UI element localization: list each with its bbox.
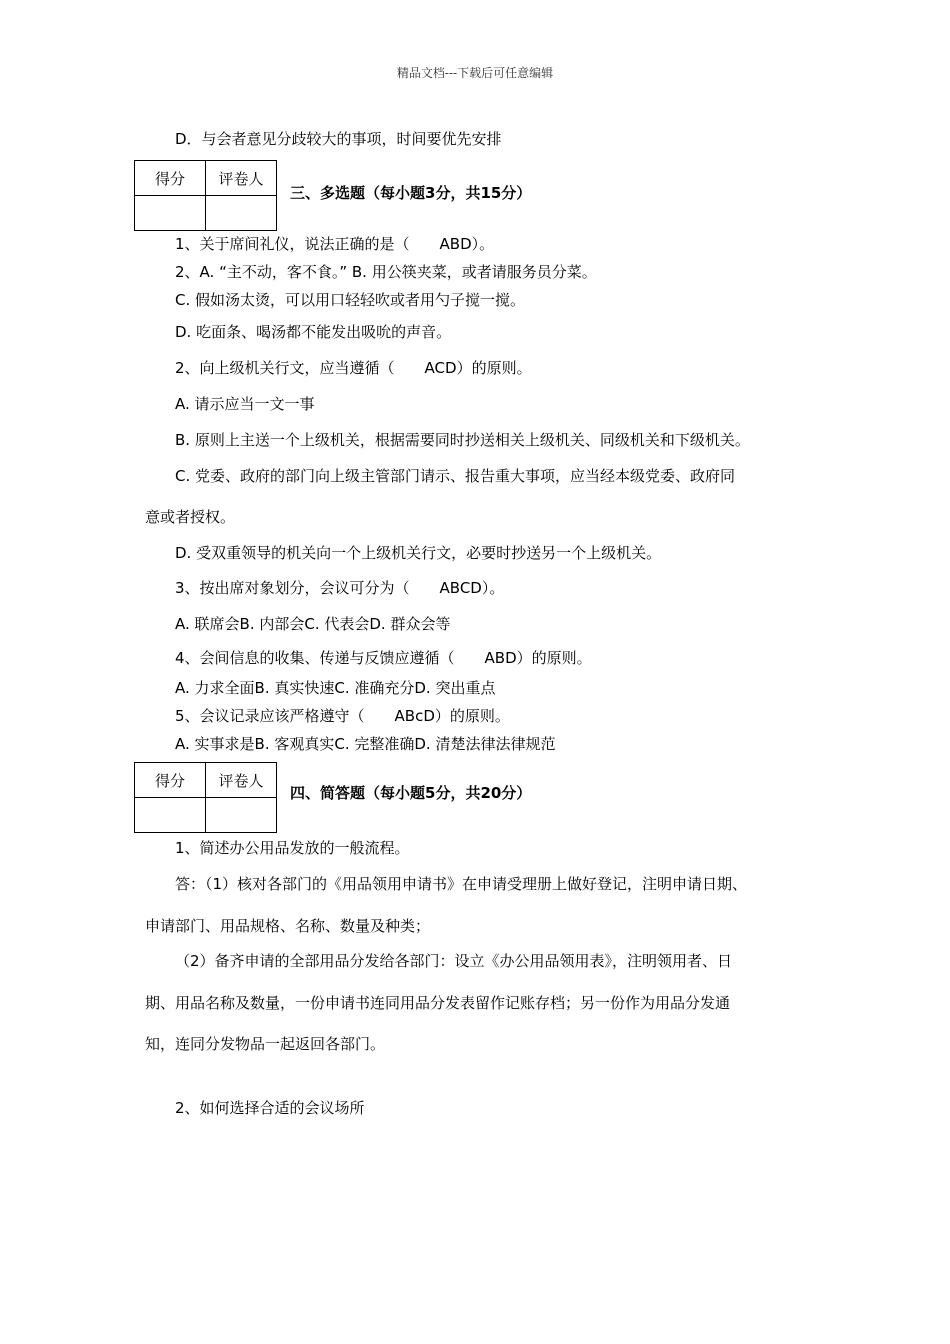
grader-label: 评卷人 bbox=[206, 763, 277, 798]
section3-title: 三、多选题（每小题3分，共15分） bbox=[290, 184, 532, 202]
q4-options: A. 力求全面B. 真实快速C. 准确充分D. 突出重点 bbox=[175, 679, 496, 697]
q2-option-c: C. 党委、政府的部门向上级主管部门请示、报告重大事项，应当经本级党委、政府同 bbox=[175, 467, 736, 485]
grader-cell bbox=[206, 798, 277, 833]
q2-option-b: B. 原则上主送一个上级机关，根据需要同时抄送相关上级机关、同级机关和下级机关。 bbox=[175, 431, 750, 449]
q2-stem: 2、向上级机关行文，应当遵循（ ACD）的原则。 bbox=[175, 359, 532, 377]
sa1-answer-p1: 答：（1）核对各部门的《用品领用申请书》在申请受理册上做好登记，注明申请日期、 bbox=[175, 875, 748, 893]
sa1-answer-p2-cont2: 知，连同分发物品一起返回各部门。 bbox=[145, 1035, 386, 1053]
page-header-watermark: 精品文档---下载后可任意编辑 bbox=[396, 66, 554, 80]
q2-option-d: D. 受双重领导的机关向一个上级机关行文，必要时抄送另一个上级机关。 bbox=[175, 544, 662, 562]
sa1-answer-p2: （2）备齐申请的全部用品分发给各部门：设立《办公用品领用表》，注明领用者、日 bbox=[175, 952, 733, 970]
score-label: 得分 bbox=[135, 763, 206, 798]
q3-options: A. 联席会B. 内部会C. 代表会D. 群众会等 bbox=[175, 615, 451, 633]
score-label: 得分 bbox=[135, 161, 206, 196]
q4-stem: 4、会间信息的收集、传递与反馈应遵循（ ABD）的原则。 bbox=[175, 649, 592, 667]
prev-question-option-d: D．与会者意见分歧较大的事项，时间要优先安排 bbox=[175, 130, 502, 148]
sa1-question: 1、简述办公用品发放的一般流程。 bbox=[175, 839, 410, 857]
sa2-question: 2、如何选择合适的会议场所 bbox=[175, 1099, 365, 1117]
q5-options: A. 实事求是B. 客观真实C. 完整准确D. 清楚法律法律规范 bbox=[175, 735, 556, 753]
score-table-section4 bbox=[134, 762, 277, 833]
q5-stem: 5、会议记录应该严格遵守（ ABcD）的原则。 bbox=[175, 707, 510, 725]
grader-label: 评卷人 bbox=[206, 161, 277, 196]
sa1-answer-p2-cont1: 期、用品名称及数量，一份申请书连同用品分发表留作记账存档；另一份作为用品分发通 bbox=[145, 994, 731, 1012]
q2-option-a: A. 请示应当一文一事 bbox=[175, 395, 315, 413]
q3-stem: 3、按出席对象划分，会议可分为（ ABCD）。 bbox=[175, 579, 505, 597]
q1-stem: 1、关于席间礼仪，说法正确的是（ ABD）。 bbox=[175, 235, 495, 253]
q1-option-d: D. 吃面条、喝汤都不能发出吸吮的声音。 bbox=[175, 323, 452, 341]
q1-options-ab: 2、A. “主不动，客不食。” B. 用公筷夹菜，或者请服务员分菜。 bbox=[175, 263, 597, 281]
score-table-section3 bbox=[134, 160, 277, 231]
score-cell bbox=[135, 798, 206, 833]
grader-cell bbox=[206, 196, 277, 231]
q2-option-c-cont: 意或者授权。 bbox=[145, 508, 236, 526]
score-cell bbox=[135, 196, 206, 231]
section4-title: 四、简答题（每小题5分，共20分） bbox=[290, 784, 532, 802]
q1-option-c: C. 假如汤太烫，可以用口轻轻吹或者用勺子搅一搅。 bbox=[175, 291, 526, 309]
sa1-answer-p1-cont: 申请部门、用品规格、名称、数量及种类； bbox=[145, 917, 431, 935]
